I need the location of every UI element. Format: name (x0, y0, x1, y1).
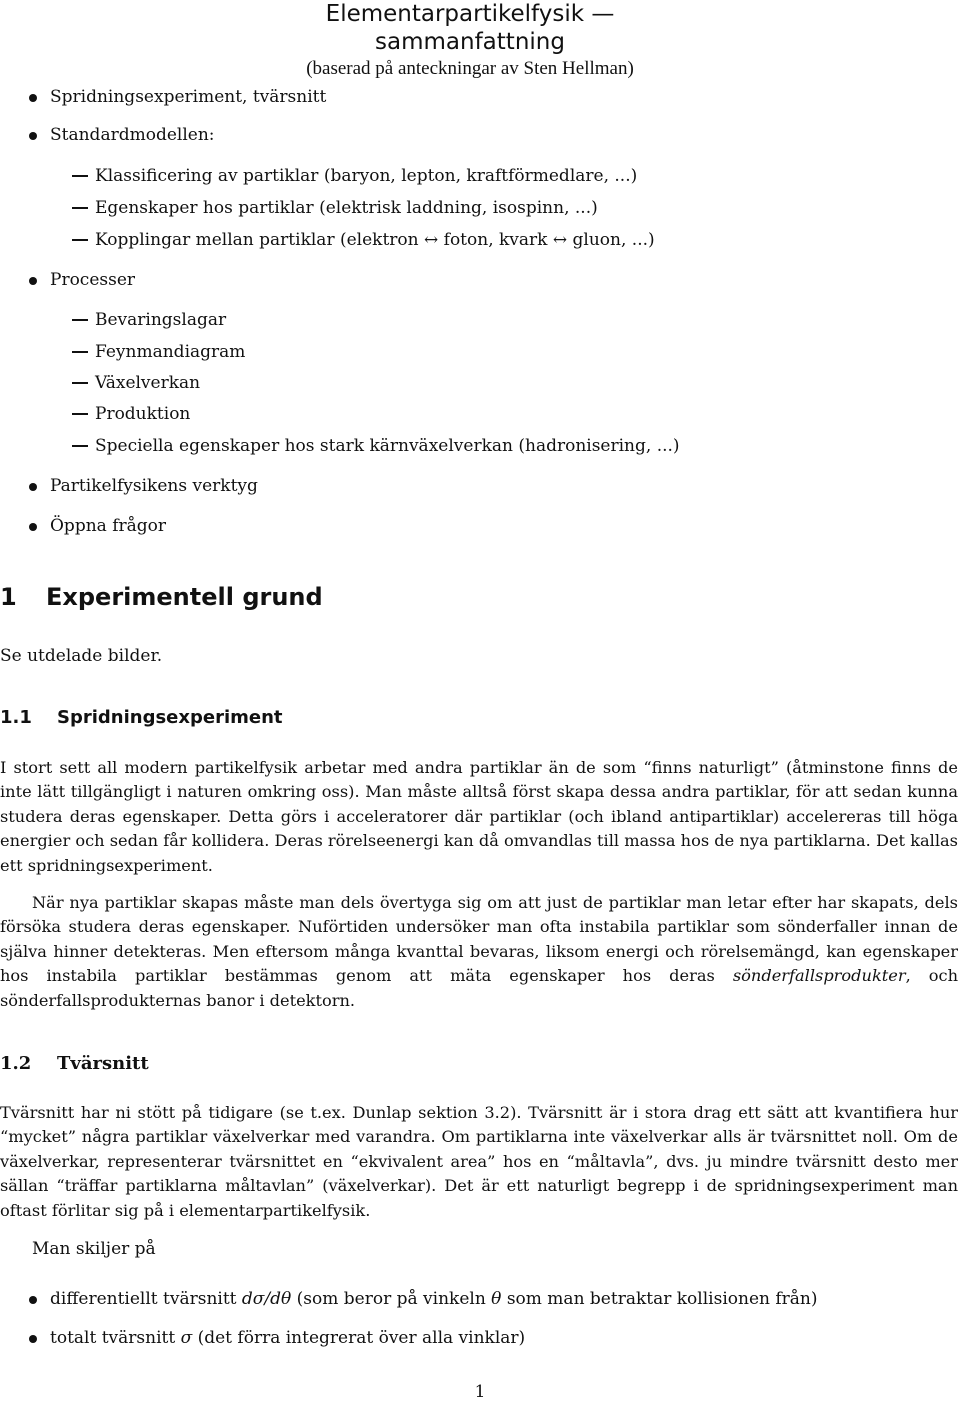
section-number: 1 (0, 583, 17, 611)
bullet-icon (29, 277, 37, 285)
paragraph-lead: Man skiljer på (32, 1239, 156, 1259)
dash-icon (72, 413, 88, 415)
document-title: Elementarpartikelfysik — sammanfattning (325, 1, 615, 55)
dash-icon (72, 319, 88, 321)
subsection-heading (0, 706, 283, 730)
dash-icon (72, 351, 88, 353)
subsection-title: Spridningsexperiment (57, 707, 283, 728)
section-heading (0, 582, 323, 612)
bullet-icon (29, 94, 37, 102)
subsection-title: Tvärsnitt (57, 1053, 149, 1074)
section-title: Experimentell grund (46, 583, 323, 611)
dash-icon (72, 445, 88, 447)
page-number: 1 (474, 1382, 486, 1402)
subsection-number: 1.1 (0, 707, 32, 728)
title-block (260, 0, 680, 81)
bullet-icon (29, 1296, 37, 1304)
bullet-icon (29, 1335, 37, 1343)
bullet-icon (29, 483, 37, 491)
dash-icon (72, 207, 88, 209)
bullet-icon (29, 523, 37, 531)
document-page: Elementarpartikelfysik — sammanfattning (baserad på anteckningar av Sten Hellman) Spridningsexperiment, tvärsnitt Standardmodellen: Klassificering av partiklar (baryon, lepton, kraftförmedlare, ...) Egenskaper hos partiklar (elektrisk laddning, isospinn, ...) Kopplingar mellan partiklar (elektron ↔ foton, kvark ↔ gluon, ...) Processer Bevaringslagar Feynmandiagram Växelverkan Produktion Speciella egenskaper hos stark kärnväxelverkan (hadronisering, ...) Partikelfysikens verktyg Öppna frågor 1 Experimentell grund Se utdelade bilder. 1.1 Spridningsexperiment I stort sett all modern partikelfysik arbetar med andra partiklar än de som “finns naturligt” (åtminstone finns de inte lätt tillgängligt i naturen omkring oss). Man måste alltså först skapa dessa andra partiklar, för att sedan kunna studera deras egenskaper. Detta görs i acceleratorer där partiklar (och ibland antipartiklar) accelereras till höga energier och sedan får kollidera. Deras rörelseenergi kan då omvandlas till massa hos de nya partiklarna. Det kallas ett spridningsexperiment. När nya partiklar skapas måste man dels övertyga sig om att just de partiklar man letar efter har skapats, dels försöka studera deras egenskaper. Nuförtiden undersöker man ofta instabila partiklar som sönderfaller innan de själva hinner detekteras. Men eftersom många kvanttal bevaras, liksom energi och rörelsemängd, kan egenskaper hos instabila partiklar bestämmas genom att mäta egenskaper hos deras sönderfallsprodukter, och sönderfallsprodukternas banor i detektorn. 1.2 Tvärsnitt Tvärsnitt har ni stött på tidigare (se t.ex. Dunlap sektion 3.2). Tvärsnitt är i stora drag ett sätt att kvantifiera hur “mycket” några partiklar växelverkar med varandra. Om partiklarna inte växelverkar alls är tvärsnittet noll. Om de växelverkar, representerar tvärsnittet en “ekvivalent area” hos en “måltavla”, dvs. ju mindre tvärsnitt desto mer sällan “träffar partiklarna måltavlan” (växelverkar). Det är ett naturligt begrepp i de spridningsexperiment man oftast förlitar sig på i elementarpartikelfysik. Man skiljer på differentiellt tvärsnitt dσ/dθ (som beror på vinkeln θ som man betraktar kollisionen från) totalt tvärsnitt σ (det förra integrerat över alla vinklar) 1 (0, 1, 959, 1402)
paragraph: I stort sett all modern partikelfysik arbetar med andra partiklar än de som “finns naturligt” (åtminstone finns de inte lätt tillgängligt i naturen omkring oss). Man måste alltså först skapa dessa andra partiklar, för att sedan kunna studera deras egenskaper. Detta görs i acceleratorer där partiklar (och ibland antipartiklar) accelereras till höga energier och sedan får kollidera. Deras rörelseenergi kan då omvandlas till massa hos de nya partiklarna. Det kallas ett spridningsexperiment. (0, 758, 958, 875)
bullet-icon (29, 132, 37, 140)
paragraph: När nya partiklar skapas måste man dels övertyga sig om att just de partiklar man letar efter har skapats, dels försöka studera deras egenskaper. Nuförtiden undersöker man ofta instabila partiklar som sönderfaller innan de själva hinner detekteras. Men eftersom många kvanttal bevaras, liksom energi och rörelsemängd, kan egenskaper hos instabila partiklar bestämmas genom att mäta egenskaper hos deras sönderfallsprodukter, och sönderfallsprodukternas banor i detektorn. (0, 893, 959, 1010)
dash-icon (72, 239, 88, 241)
section-intro: Se utdelade bilder. (0, 646, 163, 666)
document-subtitle: (baserad på anteckningar av Sten Hellman) (306, 58, 634, 79)
dash-icon (72, 382, 88, 384)
subsection-heading (0, 1052, 149, 1076)
subsection-number: 1.2 (0, 1053, 32, 1074)
dash-icon (72, 175, 88, 177)
paragraph: Tvärsnitt har ni stött på tidigare (se t.ex. Dunlap sektion 3.2). Tvärsnitt är i stora drag ett sätt att kvantifiera hur “mycket” några partiklar växelverkar med varandra. Om partiklarna inte växelverkar alls är tvärsnittet noll. Om de växelverkar, representerar tvärsnittet en “ekvivalent area” hos en “måltavla”, dvs. ju mindre tvärsnitt desto mer sällan “träffar partiklarna måltavlan” (växelverkar). Det är ett naturligt begrepp i de spridningsexperiment man oftast förlitar sig på i elementarpartikelfysik. (0, 1103, 958, 1220)
emphasis: sönderfallsprodukter (732, 966, 906, 986)
